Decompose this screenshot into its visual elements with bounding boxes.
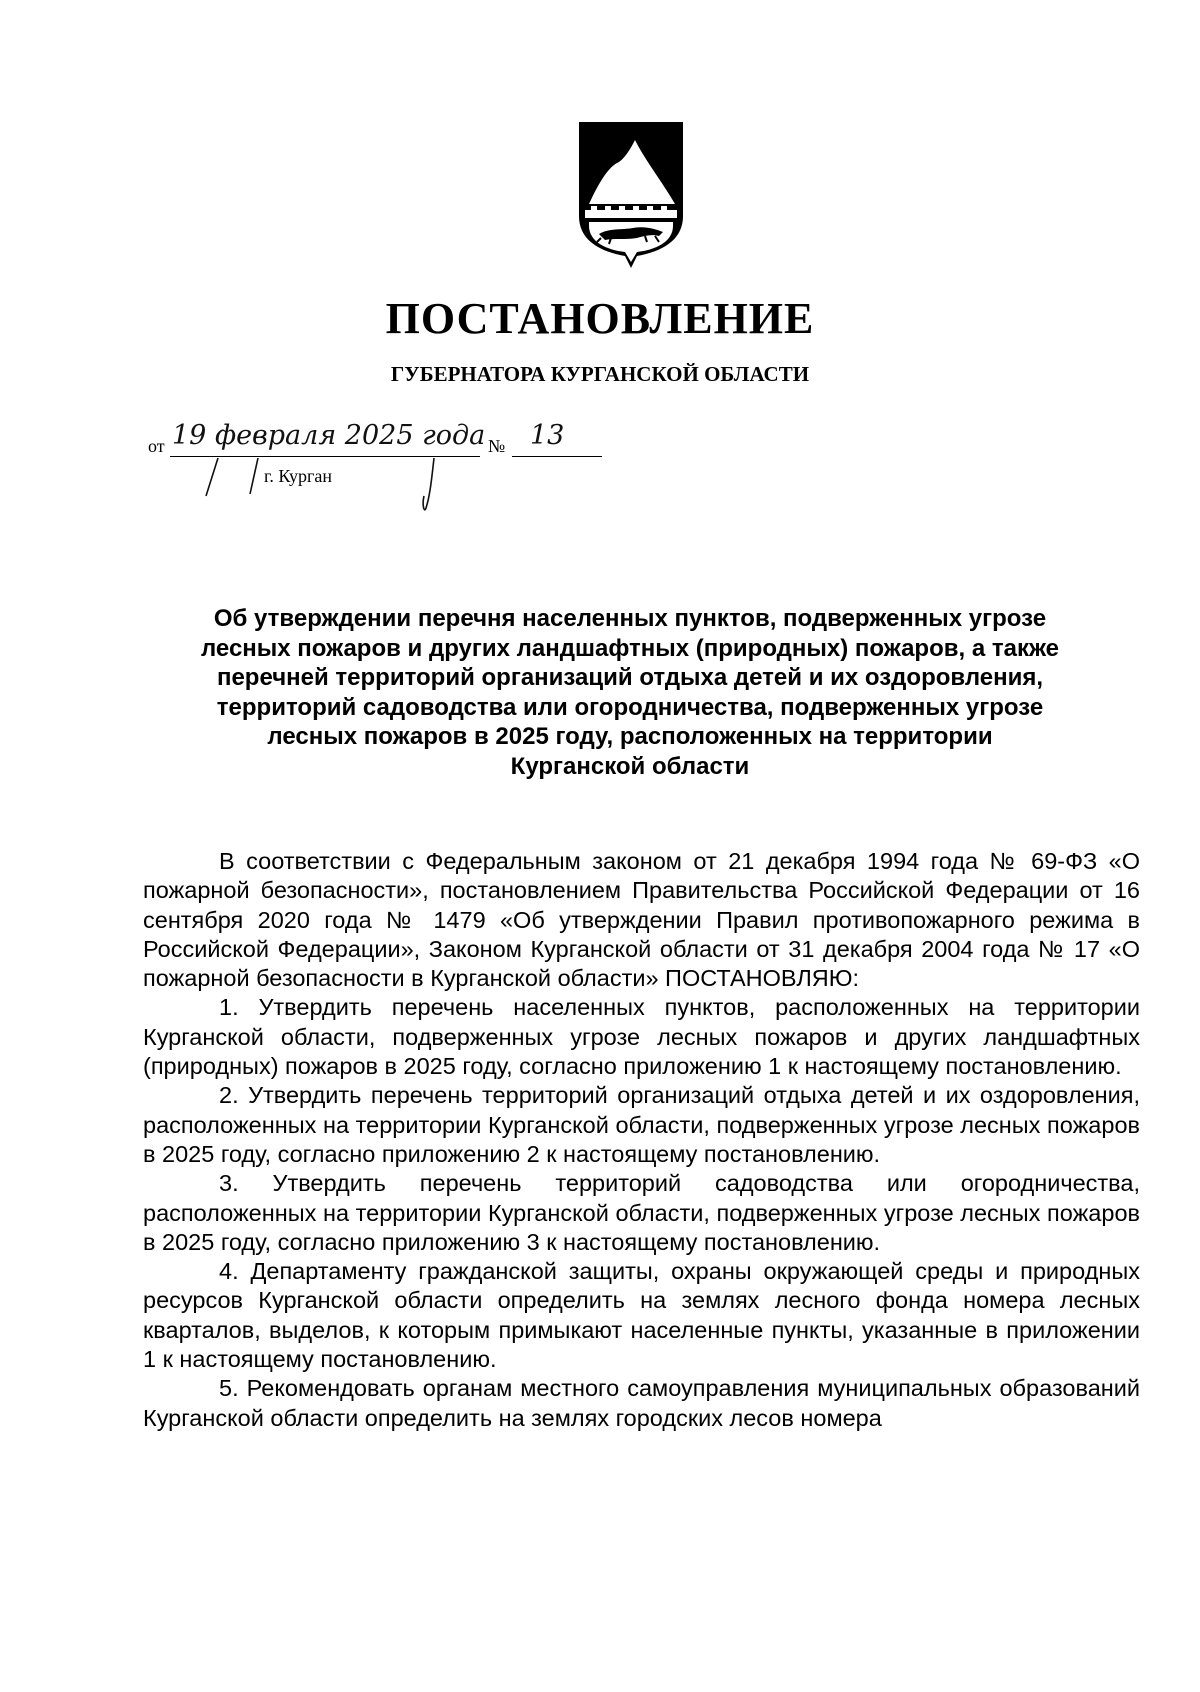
date-from-label: от	[148, 436, 165, 456]
preamble-paragraph: В соответствии с Федеральным законом от 21 декабря 1994 года № 69-ФЗ «О пожарной безопасности», постановлением Правительства Российской Федерации от 16 сентября 2020 года № 1479 «Об утверждении Правил противопожарного режима в Российской Федерации», Законом Курганской области от 31 декабря 2004 года № 17 «О пожарной безопасности в Курганской области» ПОСТАНОВЛЯЮ:	[143, 848, 1140, 992]
title-line: Об утверждении перечня населенных пунктов, подверженных угрозе	[213, 605, 1047, 632]
item-paragraph-3: 3. Утвердить перечень территорий садоводства или огородничества, расположенных на территории Курганской области, подверженных угрозе лесных пожаров в 2025 году, согласно приложению 3 к настоящему постановлению.	[143, 1170, 1140, 1255]
number-underline	[512, 456, 602, 457]
title-line: лесных пожаров и других ландшафтных (природных) пожаров, а также	[200, 634, 1059, 662]
issuer-heading: ГУБЕРНАТОРА КУРГАНСКОЙ ОБЛАСТИ	[390, 362, 810, 386]
item-paragraph-4: 4. Департаменту гражданской защиты, охраны окружающей среды и природных ресурсов Курганской области определить на землях лесного фонда номера лесных кварталов, выделов, к которым примыкают населенные пункты, указанные в приложении 1 к настоящему постановлению.	[143, 1258, 1140, 1373]
document-meta	[148, 420, 668, 522]
document-title	[150, 604, 1110, 781]
title-line: лесных пожаров в 2025 году, расположенных на территории	[267, 723, 993, 750]
document-type-heading: ПОСТАНОВЛЕНИЕ	[385, 294, 815, 343]
title-line: территорий садоводства или огородничества, подверженных угрозе	[216, 693, 1044, 721]
item-paragraph-2: 2. Утвердить перечень территорий организаций отдыха детей и их оздоровления, расположенных на территории Курганской области, подверженных угрозе лесных пожаров в 2025 году, согласно приложению 2 к настоящему постановлению.	[143, 1082, 1140, 1167]
place-label: г. Курган	[264, 466, 333, 486]
title-line: перечней территорий организаций отдыха детей и их оздоровления,	[216, 664, 1044, 691]
coat-of-arms-icon	[575, 120, 687, 270]
handwritten-strokes	[198, 456, 438, 516]
document-body	[143, 847, 1140, 1433]
item-paragraph-5: 5. Рекомендовать органам местного самоуправления муниципальных образований Курганской области определить на землях городских лесов номера	[143, 1375, 1140, 1431]
number-label: №	[488, 436, 506, 456]
handwritten-date: 19 февраля 2025 года	[172, 420, 486, 451]
title-line: Курганской области	[510, 752, 750, 780]
item-paragraph-1: 1. Утвердить перечень населенных пунктов, расположенных на территории Курганской области, подверженных угрозе лесных пожаров и других ландшафтных (природных) пожаров в 2025 году, согласно приложению 1 к настоящему постановлению.	[143, 994, 1140, 1080]
handwritten-number: 13	[530, 420, 565, 451]
